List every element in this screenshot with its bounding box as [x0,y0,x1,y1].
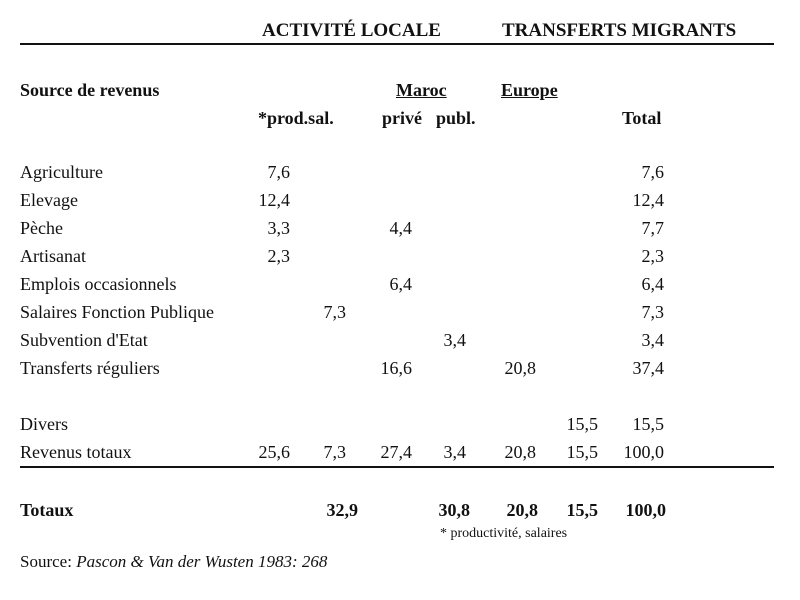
cell-prive: 16,6 [380,358,412,378]
cell-sal: 7,3 [323,302,346,322]
row-label: Revenus totaux [20,442,132,462]
totals-local: 32,9 [326,500,358,520]
cell-prod: 7,6 [267,162,290,182]
cell-europe: 20,8 [504,442,536,462]
col-header-publ: publ. [436,108,476,128]
row-label: Salaires Fonction Publique [20,302,214,322]
cell-prod: 3,3 [267,218,290,238]
totals-europe: 20,8 [506,500,538,520]
cell-europe: 20,8 [504,358,536,378]
col-header-prive: privé [382,108,422,128]
top-rule [20,43,774,45]
cell-total: 7,6 [641,162,664,182]
cell-total: 6,4 [641,274,664,294]
col-header-total: Total [622,108,662,128]
europe-header: Europe [501,80,558,100]
group-header-migrants: TRANSFERTS MIGRANTS [502,20,737,41]
cell-sal: 7,3 [323,442,346,462]
cell-total: 7,7 [641,218,664,238]
row-label: Pèche [20,218,63,238]
row-label: Transferts réguliers [20,358,160,378]
source-prefix: Source: [20,552,72,571]
cell-prive: 4,4 [389,218,412,238]
totals-total: 100,0 [625,500,666,520]
cell-publ: 3,4 [443,442,466,462]
row-label: Artisanat [20,246,86,266]
source-line [20,552,327,572]
row-label: Emplois occasionnels [20,274,177,294]
col-header-prod-sal: *prod.sal. [258,108,334,128]
cell-prive: 27,4 [380,442,412,462]
source-citation: Pascon & Van der Wusten 1983: 268 [76,552,328,571]
group-header-local: ACTIVITÉ LOCALE [262,20,441,41]
cell-total: 100,0 [623,442,664,462]
cell-total: 12,4 [632,190,664,210]
row-label: Divers [20,414,68,434]
footnote: * productivité, salaires [440,526,568,541]
cell-total: 3,4 [641,330,664,350]
totals-rule [20,466,774,468]
row-label-header: Source de revenus [20,80,160,100]
cell-total: 15,5 [632,414,664,434]
cell-divers: 15,5 [566,442,598,462]
cell-total: 7,3 [641,302,664,322]
row-label: Agriculture [20,162,103,182]
totals-label: Totaux [20,500,74,520]
row-label: Subvention d'Etat [20,330,148,350]
totals-maroc: 30,8 [438,500,470,520]
cell-total: 2,3 [641,246,664,266]
cell-prod: 2,3 [267,246,290,266]
maroc-header: Maroc [396,80,447,100]
cell-divers: 15,5 [566,414,598,434]
totals-divers: 15,5 [566,500,598,520]
cell-total: 37,4 [632,358,664,378]
cell-prod: 12,4 [258,190,290,210]
cell-prive: 6,4 [389,274,412,294]
row-label: Elevage [20,190,78,210]
cell-prod: 25,6 [258,442,290,462]
cell-publ: 3,4 [443,330,466,350]
